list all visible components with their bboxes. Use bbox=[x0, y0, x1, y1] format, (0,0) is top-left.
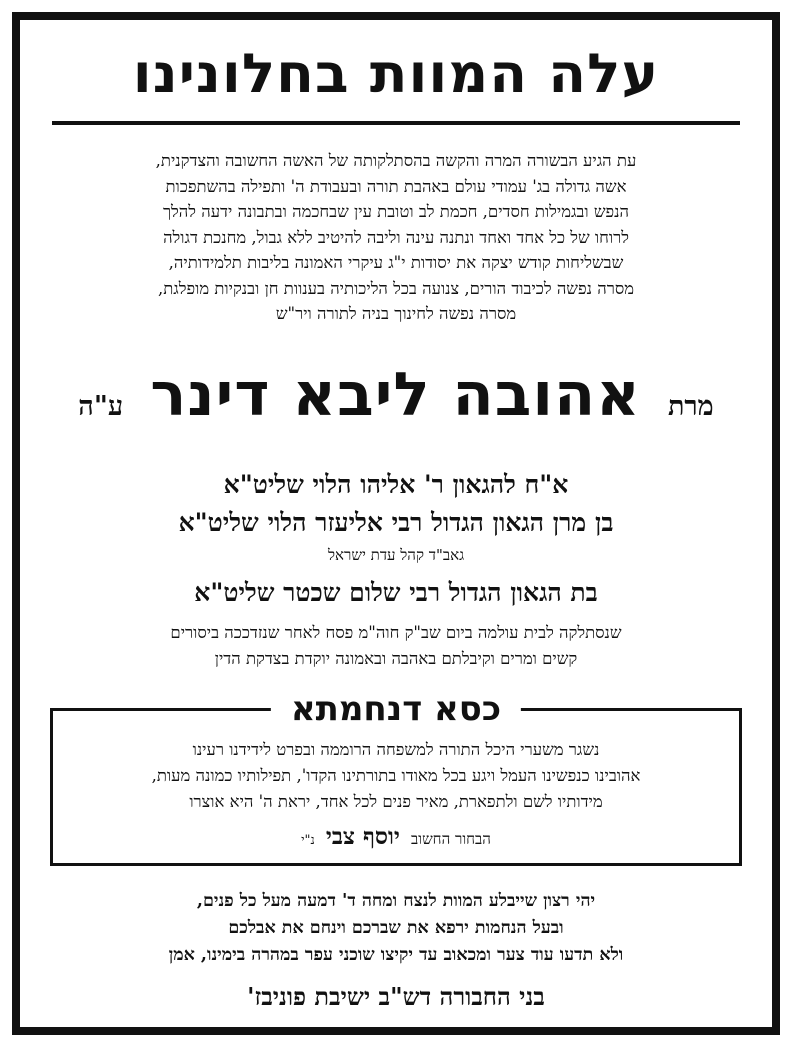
intro-line: הנפש ובגמילות חסדים, חכמת לב וטובת עין שבחכמה ובתבונה ידעה להלך bbox=[162, 202, 630, 221]
condolence-honoree bbox=[53, 823, 739, 850]
condolence-box bbox=[50, 689, 742, 866]
honoree-name: יוסף צבי bbox=[325, 823, 400, 850]
intro-line: אשה גדולה בג' עמודי עולם באהבת תורה ובעבודת ה' ותפילה בהשתפכות bbox=[165, 176, 627, 196]
headline-divider bbox=[52, 121, 740, 125]
name-honorific: ע"ה bbox=[78, 391, 124, 422]
intro-paragraph bbox=[44, 148, 748, 327]
intro-line: מסרה נפשה לחינוך בניה לתורה ויר"ש bbox=[275, 304, 517, 323]
deceased-name: אהובה ליבא דינר bbox=[150, 360, 641, 430]
intro-line: עת הגיע הבשורה המרה והקשה בהסתלקותה של האשה החשובה והצדקנית, bbox=[155, 151, 637, 170]
notice-headline: עלה המוות בחלונינו bbox=[132, 42, 660, 105]
honoree-title: הבחור החשוב bbox=[411, 830, 491, 848]
intro-line: מסרה נפשה לכיבוד הורים, צנועה בכל הליכותיה בענוות חן ובנקיות מופלגת, bbox=[157, 278, 635, 298]
lineage-line: בת הגאון הגדול רבי שלום שכטר שליט"א bbox=[194, 578, 598, 607]
intro-line: לרוחו של כל אחד ואחד ונתנה עינה וליבה להיטיב ללא גבול, מחנכת דגולה bbox=[163, 227, 629, 247]
blessing-paragraph bbox=[40, 888, 752, 969]
condolence-text bbox=[61, 737, 731, 815]
passing-paragraph bbox=[40, 620, 752, 672]
name-title: מרת bbox=[667, 391, 714, 422]
condolence-line: מידותיו לשם ולתפארת, מאיר פנים לכל אחד, יראת ה' היא אוצרו bbox=[189, 792, 603, 811]
notice-frame bbox=[12, 12, 780, 1035]
lineage-line: א"ח להגאון ר' אליהו הלוי שליט"א bbox=[223, 470, 569, 499]
passing-line: קשים ומרים וקיבלתם באהבה ובאמונה יוקדת בצדקת הדין bbox=[214, 649, 578, 668]
condolence-title: כסא דנחמתא bbox=[271, 687, 521, 731]
blessing-line: ובעל הנחמות ירפא את שברכם וינחם את אבלכם bbox=[228, 918, 564, 938]
lineage-line: בן מרן הגאון הגדול רבי אליעזר הלוי שליט"א bbox=[178, 508, 614, 537]
signature: בני החבורה דש"ב ישיבת פוניבז' bbox=[247, 982, 545, 1011]
deceased-name-row bbox=[20, 360, 772, 430]
condolence-line: אהובינו כנפשינו העמל ויגע בכל מאודו בתורתינו הקדו', תפילותיו כמונה מעות, bbox=[151, 766, 641, 785]
passing-line: שנסתלקה לבית עולמה ביום שב"ק חוה"מ פסח לאחר שנזדככה ביסורים bbox=[170, 623, 622, 642]
condolence-line: נשגר משערי היכל התורה למשפחה הרוממה ובפרט לידידנו רעינו bbox=[192, 740, 600, 759]
lineage-line: גאב"ד קהל עדת ישראל bbox=[327, 546, 465, 564]
blessing-line: ולא תדעו עוד צער ומכאוב עד יקיצו שוכני עפר במהרה בימינו, אמן bbox=[168, 945, 624, 965]
blessing-line: יהי רצון שייבלע המוות לנצח ומחה ד' דמעה מעל כל פנים, bbox=[196, 891, 596, 911]
honoree-suffix: נ"י bbox=[301, 833, 315, 848]
intro-line: שבשליחות קודש יצקה את יסודות י"ג עיקרי האמונה בליבות תלמידותיה, bbox=[168, 253, 624, 272]
notice-content bbox=[20, 20, 772, 1027]
